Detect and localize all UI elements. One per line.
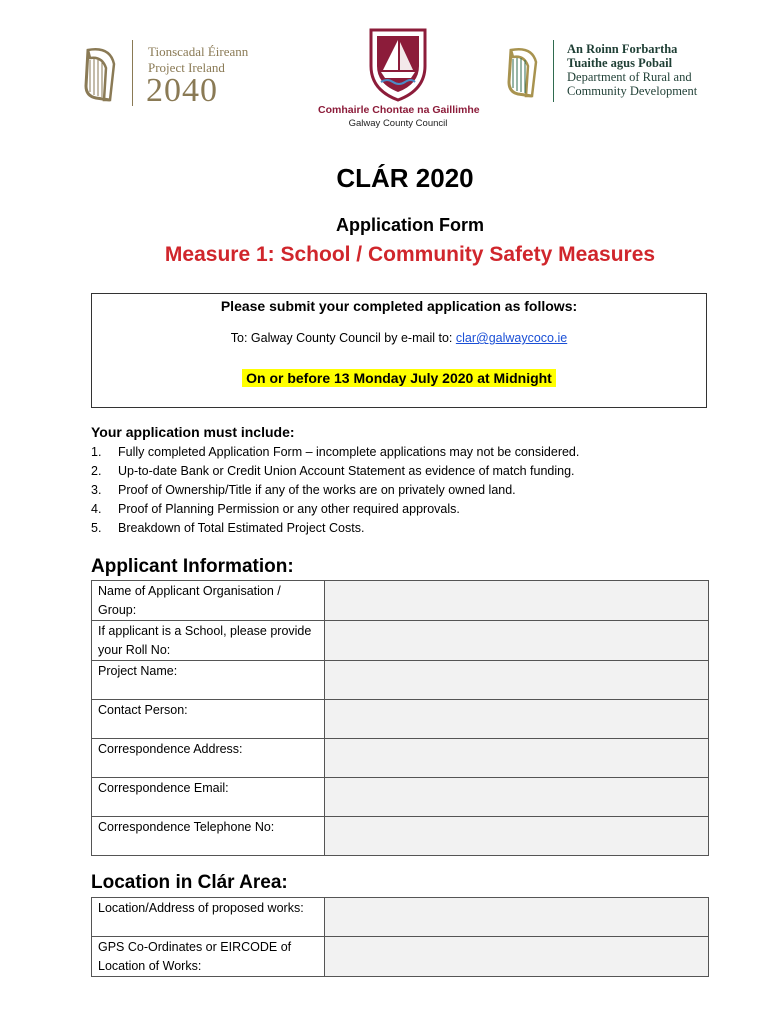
list-item-text: Breakdown of Total Estimated Project Costs. [118, 521, 365, 535]
project-ireland-irish: Tionscadal Éireann [148, 44, 249, 59]
correspondence-address-label: Correspondence Address: [92, 739, 325, 778]
table-row [92, 621, 709, 661]
requirements-heading: Your application must include: [91, 424, 295, 440]
submission-to-line [92, 331, 706, 345]
galway-council-logo [318, 26, 478, 136]
applicant-info-heading: Applicant Information: [91, 556, 294, 577]
location-address-label: Location/Address of proposed works: [92, 898, 325, 937]
list-item-number: 4. [91, 502, 102, 516]
list-item [91, 481, 579, 500]
correspondence-telephone-label: Correspondence Telephone No: [92, 817, 325, 856]
contact-person-field[interactable] [325, 700, 709, 739]
council-name-irish: Comhairle Chontae na Gaillimhe [318, 104, 480, 116]
logo-divider [132, 40, 133, 106]
gps-eircode-field[interactable] [325, 937, 709, 977]
gps-eircode-label: GPS Co-Ordinates or EIRCODE of Location of Works: [92, 937, 325, 977]
submission-box [91, 293, 707, 408]
department-line-3: Department of Rural and [567, 70, 692, 84]
list-item-text: Proof of Planning Permission or any other required approvals. [118, 502, 460, 516]
list-item-number: 3. [91, 483, 102, 497]
harp-icon [504, 46, 542, 100]
requirements-list [91, 443, 579, 538]
list-item [91, 519, 579, 538]
list-item-text: Up-to-date Bank or Credit Union Account Statement as evidence of match funding. [118, 464, 575, 478]
deadline-line [92, 370, 706, 388]
correspondence-address-field[interactable] [325, 739, 709, 778]
list-item [91, 500, 579, 519]
table-row [92, 700, 709, 739]
table-row [92, 937, 709, 977]
department-logo [500, 40, 740, 110]
correspondence-telephone-field[interactable] [325, 817, 709, 856]
deadline-text: On or before 13 Monday July 2020 at Midnight [242, 369, 556, 387]
council-crest-icon [367, 26, 429, 102]
roll-no-field[interactable] [325, 621, 709, 661]
table-row [92, 661, 709, 700]
email-link[interactable]: clar@galwaycoco.ie [455, 331, 568, 345]
council-name-english: Galway County Council [348, 118, 448, 129]
submission-heading: Please submit your completed application as follows: [220, 298, 578, 314]
table-row [92, 739, 709, 778]
list-item-text: Fully completed Application Form – incomplete applications may not be considered. [118, 445, 580, 459]
project-ireland-english: Project Ireland [148, 60, 225, 75]
logo-header [0, 0, 770, 140]
harp-icon [80, 46, 120, 104]
list-item-number: 5. [91, 521, 102, 535]
submission-to-text: To: Galway County Council by e-mail to: [230, 331, 456, 345]
project-ireland-year: 2040 [146, 72, 218, 109]
roll-no-label: If applicant is a School, please provide your Roll No: [92, 621, 325, 661]
table-row [92, 817, 709, 856]
location-address-field[interactable] [325, 898, 709, 937]
correspondence-email-label: Correspondence Email: [92, 778, 325, 817]
table-row [92, 581, 709, 621]
table-row [92, 898, 709, 937]
organisation-name-label: Name of Applicant Organisation / Group: [92, 581, 325, 621]
applicant-info-table [91, 580, 709, 856]
logo-divider [553, 40, 554, 102]
project-name-label: Project Name: [92, 661, 325, 700]
list-item-number: 2. [91, 464, 102, 478]
department-line-4: Community Development [567, 84, 698, 98]
list-item [91, 443, 579, 462]
project-name-field[interactable] [325, 661, 709, 700]
list-item-number: 1. [91, 445, 102, 459]
list-item [91, 462, 579, 481]
measure-heading: Measure 1: School / Community Safety Measures [164, 243, 656, 266]
organisation-name-field[interactable] [325, 581, 709, 621]
document-subtitle: Application Form [336, 215, 484, 235]
department-line-1: An Roinn Forbartha [567, 42, 678, 56]
correspondence-email-field[interactable] [325, 778, 709, 817]
list-item-text: Proof of Ownership/Title if any of the works are on privately owned land. [118, 483, 516, 497]
contact-person-label: Contact Person: [92, 700, 325, 739]
department-line-2: Tuaithe agus Pobail [567, 56, 673, 70]
project-ireland-logo [80, 40, 280, 110]
table-row [92, 778, 709, 817]
location-table [91, 897, 709, 977]
document-title: CLÁR 2020 [336, 163, 474, 193]
location-heading: Location in Clár Area: [91, 872, 288, 893]
